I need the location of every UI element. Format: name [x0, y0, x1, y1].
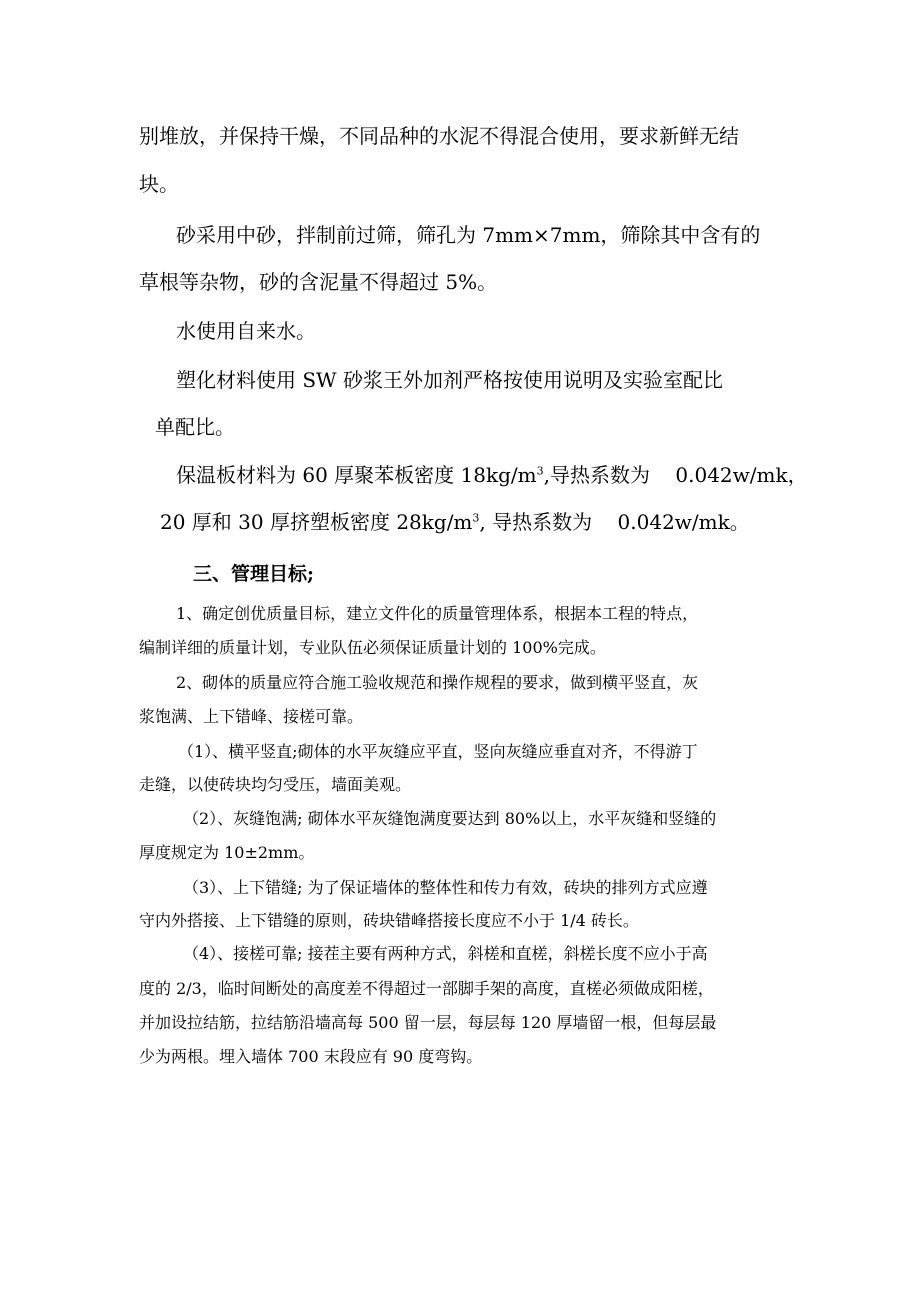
cement-storage-line-2: 块。: [139, 172, 179, 196]
superscript-3: 3: [536, 464, 544, 478]
plasticizer-line-1: 塑化材料使用 SW 砂浆王外加剂严格按使用说明及实验室配比: [176, 368, 723, 392]
sub-item-4-line-1: （4）、接槎可靠; 接茬主要有两种方式，斜槎和直槎，斜槎长度不应小于高: [183, 944, 708, 963]
cement-storage-line-1: 别堆放，并保持干燥，不同品种的水泥不得混合使用，要求新鲜无结: [139, 124, 739, 148]
sand-line-1: 砂采用中砂，拌制前过筛，筛孔为 7mm×7mm，筛除其中含有的: [176, 223, 761, 247]
sub-item-3-line-1: （3）、上下错缝; 为了保证墙体的整体性和传力有效，砖块的排列方式应遵: [183, 878, 708, 897]
superscript-3: 3: [472, 511, 480, 525]
sub-item-2-line-1: （2）、灰缝饱满; 砌体水平灰缝饱满度要达到 80%以上，水平灰缝和竖缝的: [183, 809, 717, 828]
plasticizer-line-2: 单配比。: [155, 415, 235, 439]
paragraph-2-line-2: 浆饱满、上下错峰、接槎可靠。: [139, 707, 364, 726]
sub-item-4-line-4: 少为两根。埋入墙体 700 末段应有 90 度弯钩。: [139, 1047, 483, 1066]
insulation-2-text-b: , 导热系数为 0.042w/mk。: [479, 510, 750, 534]
water-line: 水使用自来水。: [176, 319, 316, 343]
paragraph-1-line-2: 编制详细的质量计划，专业队伍必须保证质量计划的 100%完成。: [139, 638, 606, 657]
insulation-2-text-a: 20 厚和 30 厚挤塑板密度 28kg/m: [160, 510, 473, 534]
sand-line-2: 草根等杂物，砂的含泥量不得超过 5%。: [139, 270, 498, 294]
paragraph-1-line-1: 1、确定创优质量目标，建立文件化的质量管理体系，根据本工程的特点，: [176, 604, 699, 623]
insulation-1-text-b: ,导热系数为 0.042w/mk，: [543, 463, 808, 487]
insulation-1-text-a: 保温板材料为 60 厚聚苯板密度 18kg/m: [176, 463, 537, 487]
paragraph-2-line-1: 2、砌体的质量应符合施工验收规范和操作规程的要求，做到横平竖直，灰: [176, 673, 699, 692]
sub-item-2-line-2: 厚度规定为 10±2mm。: [139, 843, 315, 862]
sub-item-1-line-1: （1）、横平竖直;砌体的水平灰缝应平直，竖向灰缝应垂直对齐，不得游丁: [178, 742, 698, 761]
section-heading: 三、管理目标;: [193, 563, 315, 585]
sub-item-4-line-3: 并加设拉结筋，拉结筋沿墙高每 500 留一层，每层每 120 厚墙留一根，但每层最: [139, 1013, 717, 1032]
sub-item-1-line-2: 走缝，以使砖块均匀受压，墙面美观。: [139, 775, 412, 794]
sub-item-4-line-2: 度的 2/3，临时间断处的高度差不得超过一部脚手架的高度，直槎必须做成阳槎，: [139, 979, 714, 998]
insulation-line-1: [176, 465, 808, 485]
insulation-line-2: [160, 512, 750, 532]
sub-item-3-line-2: 守内外搭接、上下错缝的原则，砖块错峰搭接长度应不小于 1/4 砖长。: [139, 911, 639, 930]
